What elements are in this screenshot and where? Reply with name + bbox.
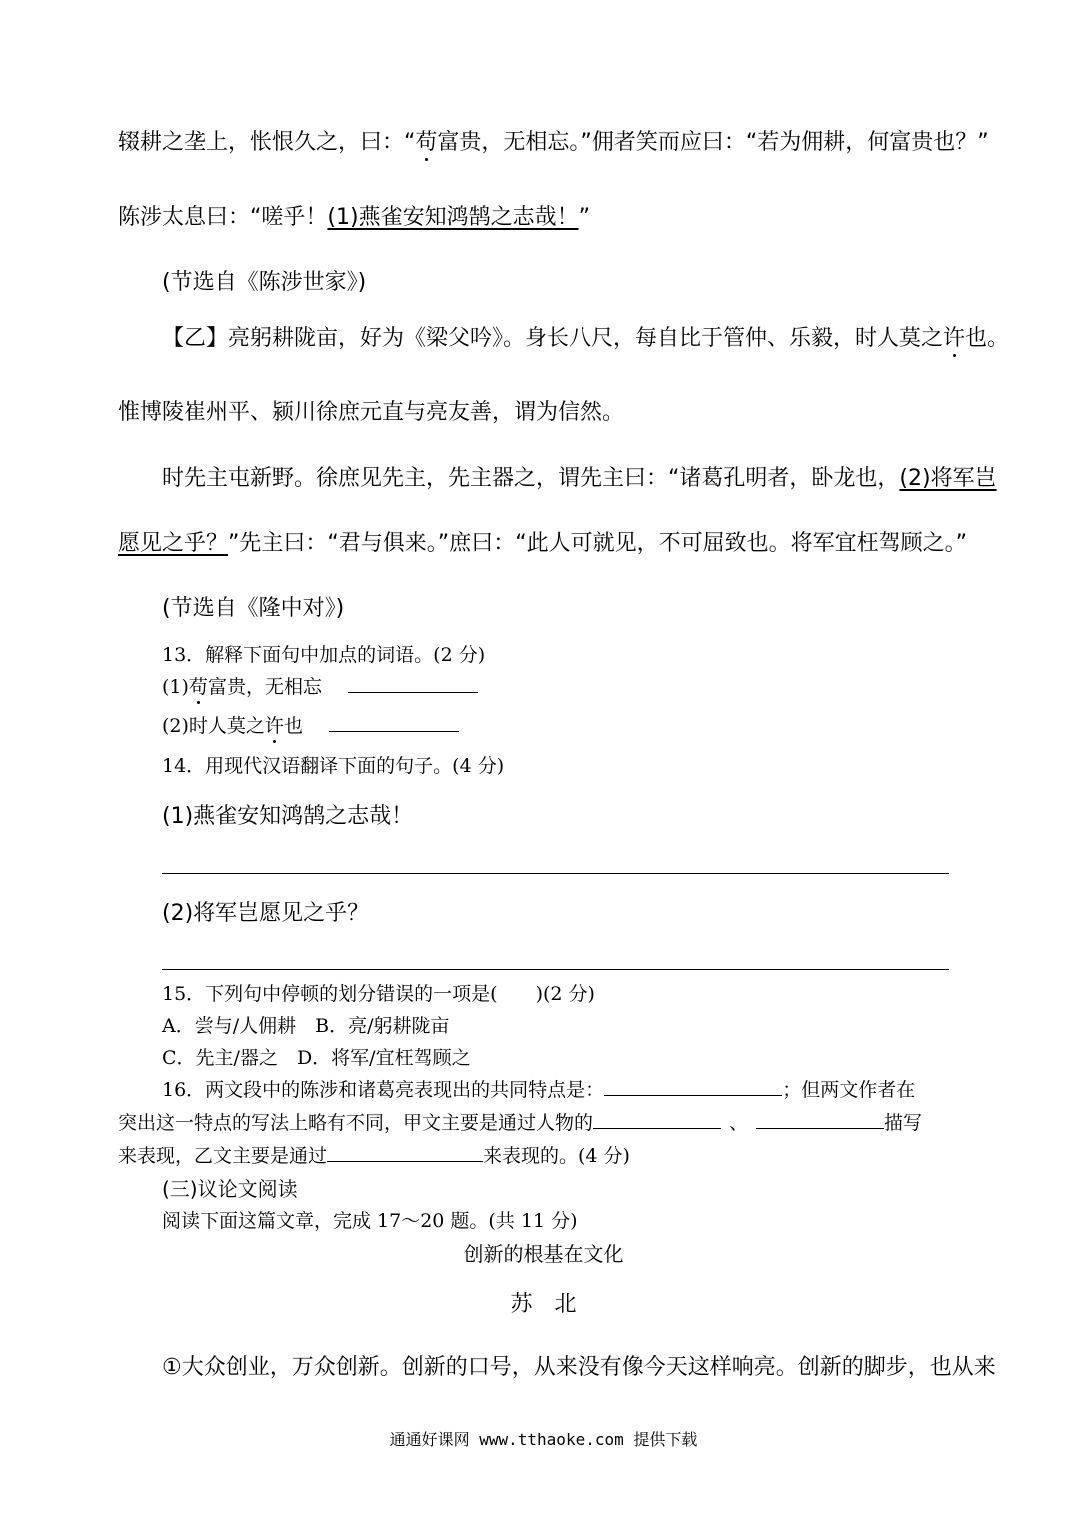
text-segment: (2)时人莫之 <box>162 715 265 737</box>
answer-blank[interactable] <box>327 1160 483 1162</box>
answer-line-1[interactable] <box>162 873 949 874</box>
text-segment: ” <box>578 205 590 230</box>
section-instruction: 阅读下面这篇文章，完成 17～20 题。(共 11 分) <box>162 1210 578 1232</box>
passage-yi-line-1 <box>162 328 1009 350</box>
q15-options-cd: C．先主/器之 D．将军/宜枉驾顾之 <box>162 1047 471 1069</box>
answer-line-2[interactable] <box>162 969 949 970</box>
passage-yi-line-2: 惟博陵崔州平、颍川徐庶元直与亮友善，谓为信然。 <box>118 400 625 425</box>
q16-line-3 <box>118 1147 630 1166</box>
answer-blank[interactable] <box>593 1127 721 1129</box>
text-segment: 富贵，无相忘 <box>207 676 322 698</box>
text-segment: 陈涉太息曰：“嗟乎！ <box>118 205 328 230</box>
text-segment: 来表现，乙文主要是通过 <box>118 1145 328 1167</box>
answer-blank[interactable] <box>348 691 478 693</box>
passage-jia-source: (节选自《陈涉世家》) <box>162 270 367 295</box>
answer-blank[interactable] <box>604 1094 782 1096</box>
article-author: 苏北 <box>510 1292 599 1317</box>
q15-options-ab: A．尝与/人佣耕 B．亮/躬耕陇亩 <box>162 1015 450 1037</box>
q15-stem: 15．下列句中停顿的划分错误的一项是( )(2 分) <box>162 983 595 1005</box>
q13-stem: 13．解释下面句中加点的词语。(2 分) <box>162 644 486 666</box>
underlined-sentence-2-part-2: 愿见之乎？ <box>118 531 229 556</box>
page-footer: 通通好课网 www.tthaoke.com 提供下载 <box>389 1430 698 1449</box>
text-segment: 富贵，无相忘。”佣者笑而应曰：“若为佣耕，何富贵也？” <box>437 130 989 155</box>
q16-line-2 <box>118 1114 922 1133</box>
passage-yi-line-3 <box>162 468 997 490</box>
dotted-word-xu: 许 <box>264 715 284 737</box>
passage-yi-line-4 <box>118 533 967 555</box>
text-segment: 16．两文段中的陈涉和诸葛亮表现出的共同特点是： <box>162 1079 605 1101</box>
text-segment: 描写 <box>884 1112 923 1134</box>
passage-yi-source: (节选自《隆中对》) <box>162 596 345 621</box>
text-segment: 来表现的。(4 分) <box>483 1145 630 1167</box>
text-segment: 也。 <box>965 326 1010 351</box>
text-segment: 也 <box>283 715 303 737</box>
q14-item-2: (2)将军岂愿见之乎？ <box>162 901 370 926</box>
q14-item-1: (1)燕雀安知鸿鹄之志哉！ <box>162 804 414 829</box>
q16-line-1 <box>162 1081 915 1100</box>
dotted-word-gou: 苟 <box>188 676 208 698</box>
text-segment: 突出这一特点的写法上略有不同，甲文主要是通过人物的 <box>118 1112 594 1134</box>
q13-item-1 <box>162 678 478 697</box>
text-segment: 辍耕之垄上，怅恨久之，曰：“ <box>118 130 416 155</box>
text-segment: 【乙】亮躬耕陇亩，好为《梁父吟》。身长八尺，每自比于管仲、乐毅，时人莫之 <box>162 326 944 351</box>
passage-jia-line-2 <box>118 207 590 229</box>
answer-blank[interactable] <box>756 1127 884 1129</box>
text-segment: (1) <box>162 676 189 698</box>
underlined-sentence-2-part-1: (2)将军岂 <box>899 466 997 491</box>
text-segment: ”先主曰：“君与俱来。”庶曰：“此人可就见，不可屈致也。将军宜枉驾顾之。” <box>228 531 968 556</box>
underlined-sentence-1: (1)燕雀安知鸿鹄之志哉！ <box>327 205 579 230</box>
q13-item-2 <box>162 717 459 736</box>
text-segment: ；但两文作者在 <box>782 1079 916 1101</box>
article-paragraph-1: ①大众创业，万众创新。创新的口号，从来没有像今天这样响亮。创新的脚步，也从来 <box>162 1355 996 1380</box>
passage-jia-line-1 <box>118 132 989 154</box>
answer-blank[interactable] <box>329 730 459 732</box>
dotted-word-gou: 苟 <box>415 130 438 155</box>
text-segment: 、 <box>729 1112 749 1134</box>
dotted-word-xu: 许 <box>943 326 966 351</box>
section-heading: (三)议论文阅读 <box>162 1177 298 1201</box>
article-title: 创新的根基在文化 <box>463 1242 624 1266</box>
q14-stem: 14．用现代汉语翻译下面的句子。(4 分) <box>162 755 505 777</box>
text-segment: 时先主屯新野。徐庶见先主，先主器之，谓先主曰：“诸葛孔明者，卧龙也， <box>162 466 900 491</box>
